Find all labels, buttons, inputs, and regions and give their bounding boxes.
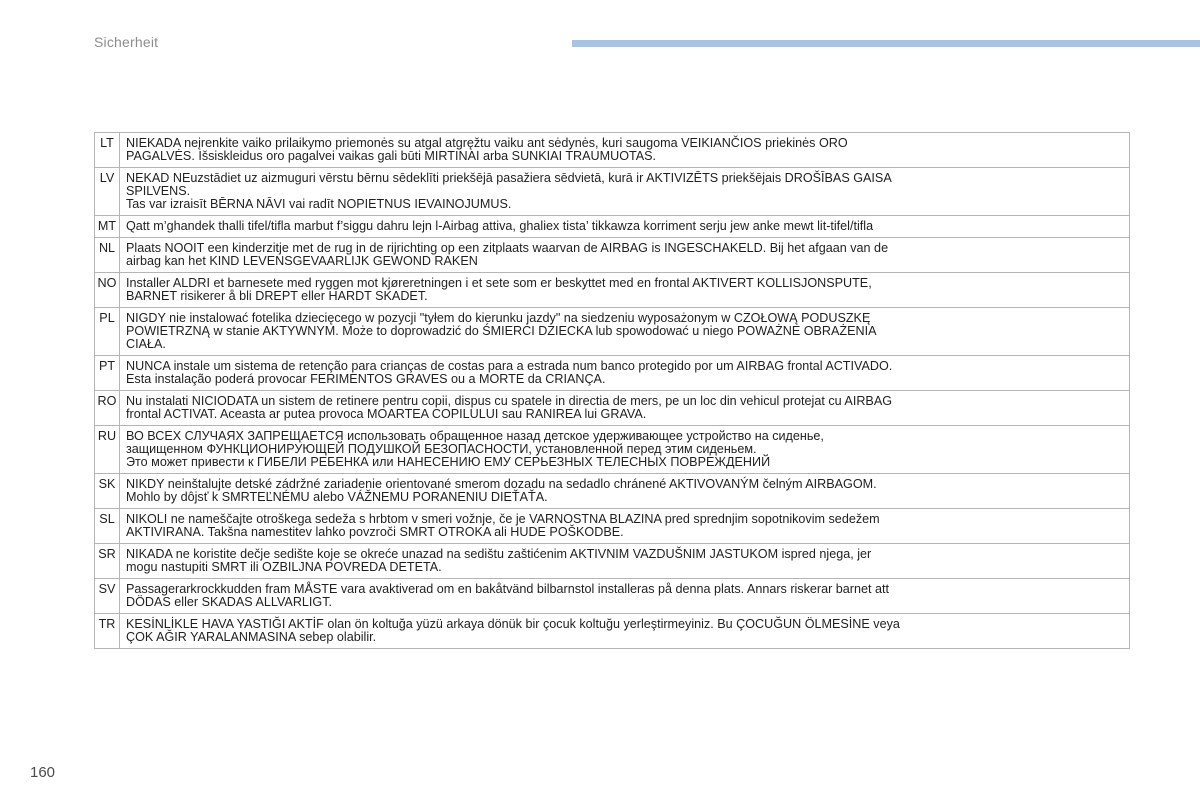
- warning-text: NIKOLI ne nameščajte otroškega sedeža s hrbtom v smeri vožnje, če je VARNOSTNA BLAZINA pred sprednjim sopotnikovim sedežem AKTIVIRANA. Takšna namestitev lahko povzroči SMRT OTROKA ali HUDE POŠKODBE.: [120, 509, 1130, 544]
- warning-text: Qatt m’ghandek thalli tifel/tifla marbut f’siggu dahru lejn l-Airbag attiva, ghaliex tista’ tikkawza korriment serju jew anke mewt lit-tifel/tifla: [120, 216, 1130, 238]
- language-code: SL: [95, 509, 120, 544]
- language-code: SR: [95, 544, 120, 579]
- table-row: [95, 426, 1130, 474]
- language-code: MT: [95, 216, 120, 238]
- warning-text: KESİNLİKLE HAVA YASTIĞI AKTİF olan ön koltuğa yüzü arkaya dönük bir çocuk koltuğu yerleştirmeyiniz. Bu ÇOCUĞUN ÖLMESİNE veya ÇOK AĞIR YARALANMASINA sebep olabilir.: [120, 614, 1130, 649]
- header-accent-bar: [572, 40, 1200, 47]
- language-code: NL: [95, 238, 120, 273]
- table-row: [95, 356, 1130, 391]
- warning-text: Installer ALDRI et barnesete med ryggen mot kjøreretningen i et sete som er beskyttet med en frontal AKTIVERT KOLLISJONSPUTE, BARNET risikerer å bli DREPT eller HARDT SKADET.: [120, 273, 1130, 308]
- language-code: LT: [95, 133, 120, 168]
- warning-text: NIGDY nie instalować fotelika dziecięcego w pozycji "tyłem do kierunku jazdy" na siedzeniu wyposażonym w CZOŁOWĄ PODUSZKĘ POWIETRZNĄ w stanie AKTYWNYM. Może to doprowadzić do ŚMIERCI DZIECKA lub spowodować u niego POWAŻNE OBRAŻENIA CIAŁA.: [120, 308, 1130, 356]
- warning-text: NIKDY neinštalujte detské zádržné zariadenie orientované smerom dozadu na sedadlo chránené AKTIVOVANÝM čelným AIRBAGOM. Mohlo by dôjsť k SMRTEĽNÉMU alebo VÁŽNEMU PORANENIU DIEŤAŤA.: [120, 474, 1130, 509]
- table-row: [95, 544, 1130, 579]
- language-code: LV: [95, 168, 120, 216]
- table-row: [95, 216, 1130, 238]
- language-code: SV: [95, 579, 120, 614]
- table-row: [95, 509, 1130, 544]
- table-row: [95, 308, 1130, 356]
- language-code: PL: [95, 308, 120, 356]
- warning-text: Plaats NOOIT een kinderzitje met de rug in de rijrichting op een zitplaats waarvan de AIRBAG is INGESCHAKELD. Bij het afgaan van de airbag kan het KIND LEVENSGEVAARLIJK GEWOND RAKEN: [120, 238, 1130, 273]
- table-row: [95, 579, 1130, 614]
- language-code: PT: [95, 356, 120, 391]
- page-number: 160: [30, 764, 56, 781]
- warning-text: Nu instalati NICIODATA un sistem de retinere pentru copii, dispus cu spatele in directia de mers, pe un loc din vehicul protejat cu AIRBAG frontal ACTIVAT. Aceasta ar putea provoca MOARTEA COPILULUI sau RANIREA lui GRAVA.: [120, 391, 1130, 426]
- table-row: [95, 391, 1130, 426]
- warning-text: NUNCA instale um sistema de retenção para crianças de costas para a estrada num banco protegido por um AIRBAG frontal ACTIVADO. Esta instalação poderá provocar FERIMENTOS GRAVES ou a MORTE da CRIANÇA.: [120, 356, 1130, 391]
- warning-text: NIEKADA neįrenkite vaiko prilaikymo priemonės su atgal atgręžtu vaiku ant sėdynės, kuri saugoma VEIKIANČIOS priekinės ORO PAGALVĖS. Išsiskleidus oro pagalvei vaikas gali būti MIRTINAI arba SUNKIAI TRAUMUOTAS.: [120, 133, 1130, 168]
- airbag-warning-table: [94, 132, 1130, 649]
- warning-text: NIKADA ne koristite dečje sedište koje se okreće unazad na sedištu zaštićenim AKTIVNIM VAZDUŠNIM JASTUKOM ispred njega, jer mogu nastupiti SMRT ili OZBILJNA POVREDA DETETA.: [120, 544, 1130, 579]
- section-title: Sicherheit: [94, 34, 159, 50]
- language-code: TR: [95, 614, 120, 649]
- warning-text: ВО ВСЕХ СЛУЧАЯХ ЗАПРЕЩАЕТСЯ использовать обращенное назад детское удерживающее устройство на сиденье, защищенном ФУНКЦИОНИРУЮЩЕЙ ПОДУШКОЙ БЕЗОПАСНОСТИ, установленной перед этим сиденьем. Это может привести к ГИБЕЛИ РЕБЕНКА или НАНЕСЕНИЮ ЕМУ СЕРЬЕЗНЫХ ТЕЛЕСНЫХ ПОВРЕЖДЕНИЙ: [120, 426, 1130, 474]
- language-code: RU: [95, 426, 120, 474]
- table-row: [95, 614, 1130, 649]
- warning-text: Passagerarkrockkudden fram MÅSTE vara avaktiverad om en bakåtvänd bilbarnstol installeras på denna plats. Annars riskerar barnet att DÖDAS eller SKADAS ALLVARLIGT.: [120, 579, 1130, 614]
- table-row: [95, 133, 1130, 168]
- language-code: NO: [95, 273, 120, 308]
- table-row: [95, 168, 1130, 216]
- table-row: [95, 238, 1130, 273]
- language-code: RO: [95, 391, 120, 426]
- language-code: SK: [95, 474, 120, 509]
- table-row: [95, 273, 1130, 308]
- warning-text: NEKAD NEuzstādiet uz aizmuguri vērstu bērnu sēdeklīti priekšējā pasažiera sēdvietā, kurā ir AKTIVIZĒTS priekšējais DROŠĪBAS GAISA SPILVENS. Tas var izraisīt BĒRNA NĀVI vai radīt NOPIETNUS IEVAINOJUMUS.: [120, 168, 1130, 216]
- table-row: [95, 474, 1130, 509]
